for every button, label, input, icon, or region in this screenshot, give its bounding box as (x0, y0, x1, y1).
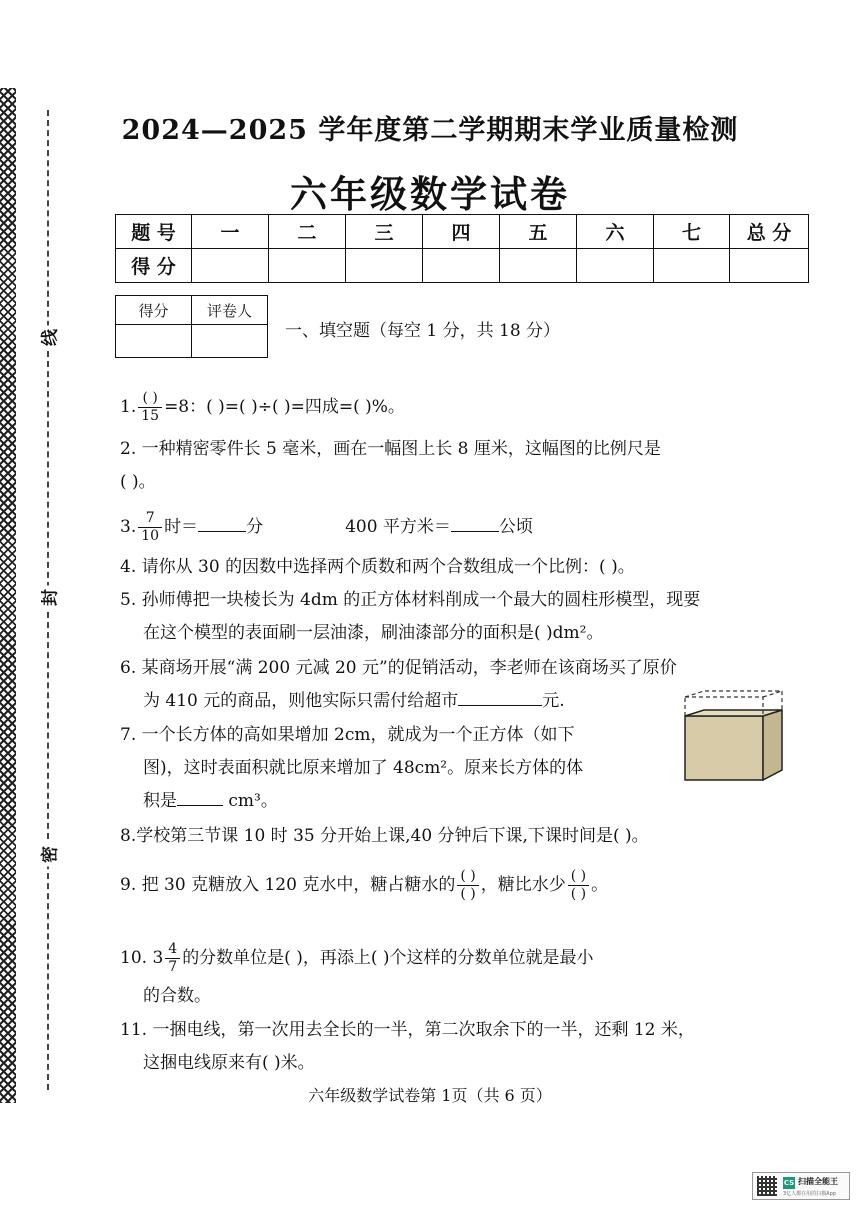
question-7-line-1: 7. 一个长方体的高如果增加 2cm，就成为一个正方体（如下 (120, 725, 575, 745)
score-header-row (116, 215, 809, 249)
question-11-line-2: 这捆电线原来有( )米。 (143, 1053, 315, 1073)
question-text: 的分数单位是( )，再添上( )个这样的分数单位就是最小 (182, 948, 594, 968)
question-text: 9. 把 30 克糖放入 120 克水中，糖占糖水的 (120, 875, 456, 895)
question-text: =8：( )=( )÷( )=四成=( )%。 (164, 397, 405, 417)
fraction-blank[interactable] (568, 868, 589, 903)
grader-score-cell[interactable] (116, 325, 192, 358)
answer-blank[interactable] (198, 515, 246, 532)
question-text: 。 (591, 875, 609, 895)
score-cell[interactable] (269, 249, 346, 283)
fraction-denominator: 15 (141, 408, 160, 424)
question-7-line-2: 图)，这时表面积就比原来增加了 48cm²。原来长方体的体 (143, 758, 584, 778)
grader-name-label: 评卷人 (192, 296, 268, 325)
question-text: 元. (542, 691, 565, 711)
question-5-line-2: 在这个模型的表面刷一层油漆，刷油漆部分的面积是( )dm²。 (143, 623, 604, 643)
binding-char-xian: 线 (36, 326, 61, 350)
cs-logo: CS (783, 1179, 795, 1187)
section-title: 一、填空题（每空 1 分，共 18 分） (285, 321, 561, 341)
question-text: 积是 (143, 791, 177, 811)
score-cell[interactable] (730, 249, 809, 283)
qr-code-icon (757, 1176, 777, 1196)
question-text: 公顷 (498, 517, 533, 537)
score-cell[interactable] (577, 249, 654, 283)
question-number: 10. 3 (120, 948, 164, 968)
exam-title: 2024—2025 学年度第二学期期末学业质量检测 (121, 115, 739, 146)
question-6-line-2 (143, 689, 565, 713)
score-header-cell: 六 (577, 215, 654, 249)
score-header-cell: 二 (269, 215, 346, 249)
cuboid-side-face (763, 710, 782, 780)
question-7-line-3 (143, 789, 278, 813)
score-cell[interactable] (346, 249, 423, 283)
binding-strip (0, 88, 16, 1103)
score-header-cell: 三 (346, 215, 423, 249)
fraction-numerator: ( ) (138, 390, 162, 408)
scanner-badge (752, 1172, 850, 1200)
fraction (165, 941, 180, 976)
question-text: ，糖比水少 (480, 875, 566, 895)
exam-subtitle: 六年级数学试卷 (290, 172, 570, 216)
question-11-line-1: 11. 一捆电线，第一次用去全长的一半，第二次取余下的一半，还剩 12 米， (120, 1020, 695, 1040)
cube-extension-top (685, 691, 782, 710)
cuboid-figure (684, 688, 786, 784)
fraction (138, 390, 162, 425)
question-number: 3. (120, 517, 137, 537)
question-10-line-2: 的合数。 (143, 986, 211, 1006)
question-text: cm³。 (223, 791, 278, 811)
score-header-cell: 一 (192, 215, 269, 249)
cuboid-top-face (685, 710, 782, 716)
question-text: 为 410 元的商品，则他实际只需付给超市 (143, 691, 459, 711)
question-3 (120, 510, 533, 545)
fraction-numerator: 4 (165, 941, 180, 959)
question-2-line-1: 2. 一种精密零件长 5 毫米，画在一幅图上长 8 厘米，这幅图的比例尺是 (120, 439, 661, 459)
question-2-line-2: ( )。 (120, 472, 156, 492)
binding-char-feng: 封 (36, 586, 61, 610)
question-8: 8.学校第三节课 10 时 35 分开始上课,40 分钟后下课,下课时间是( )。 (120, 826, 649, 846)
fraction-numerator: ( ) (457, 868, 478, 886)
score-cell[interactable] (500, 249, 577, 283)
score-cell[interactable] (192, 249, 269, 283)
fraction-denominator: 10 (141, 528, 160, 544)
binding-char-mi: 密 (36, 843, 61, 867)
score-header-cell: 四 (423, 215, 500, 249)
question-10-line-1 (120, 941, 594, 976)
question-text: 时＝ (164, 517, 199, 537)
question-4: 4. 请你从 30 的因数中选择两个质数和两个合数组成一个比例：( )。 (120, 557, 635, 577)
score-table (115, 214, 809, 283)
answer-blank[interactable] (458, 689, 542, 706)
score-cell[interactable] (423, 249, 500, 283)
scanner-subtitle: 3亿人都在用的扫描App (783, 1191, 836, 1197)
fraction-numerator: ( ) (568, 868, 589, 886)
answer-blank[interactable] (177, 789, 223, 806)
grader-table (115, 295, 268, 358)
fraction-blank[interactable] (457, 868, 478, 903)
scanner-name: 扫描全能王 (798, 1177, 838, 1186)
score-header-cell: 题 号 (116, 215, 192, 249)
cuboid-front-face (685, 716, 763, 780)
question-text: 分 (246, 517, 264, 537)
question-5-line-1: 5. 孙师傅把一块棱长为 4dm 的正方体材料削成一个最大的圆柱形模型，现要 (120, 590, 701, 610)
score-row-label: 得 分 (116, 249, 192, 283)
score-header-cell: 总 分 (730, 215, 809, 249)
fraction-numerator: 7 (138, 510, 162, 528)
score-value-row (116, 249, 809, 283)
question-9 (120, 868, 608, 903)
score-cell[interactable] (654, 249, 730, 283)
grader-score-label: 得分 (116, 296, 192, 325)
fraction-denominator: 7 (168, 959, 178, 975)
fraction-denominator: ( ) (570, 886, 587, 902)
fraction-denominator: ( ) (460, 886, 476, 902)
grader-name-cell[interactable] (192, 325, 268, 358)
page-footer: 六年级数学试卷第 1页（共 6 页） (308, 1086, 552, 1105)
question-6-line-1: 6. 某商场开展“满 200 元减 20 元”的促销活动，李老师在该商场买了原价 (120, 658, 677, 678)
answer-blank[interactable] (451, 515, 499, 532)
score-header-cell: 五 (500, 215, 577, 249)
fraction (138, 510, 162, 545)
question-1 (120, 390, 405, 425)
cube-extension-edge (763, 691, 782, 697)
question-text: 400 平方米＝ (345, 517, 451, 537)
question-number: 1. (120, 397, 137, 417)
score-header-cell: 七 (654, 215, 730, 249)
